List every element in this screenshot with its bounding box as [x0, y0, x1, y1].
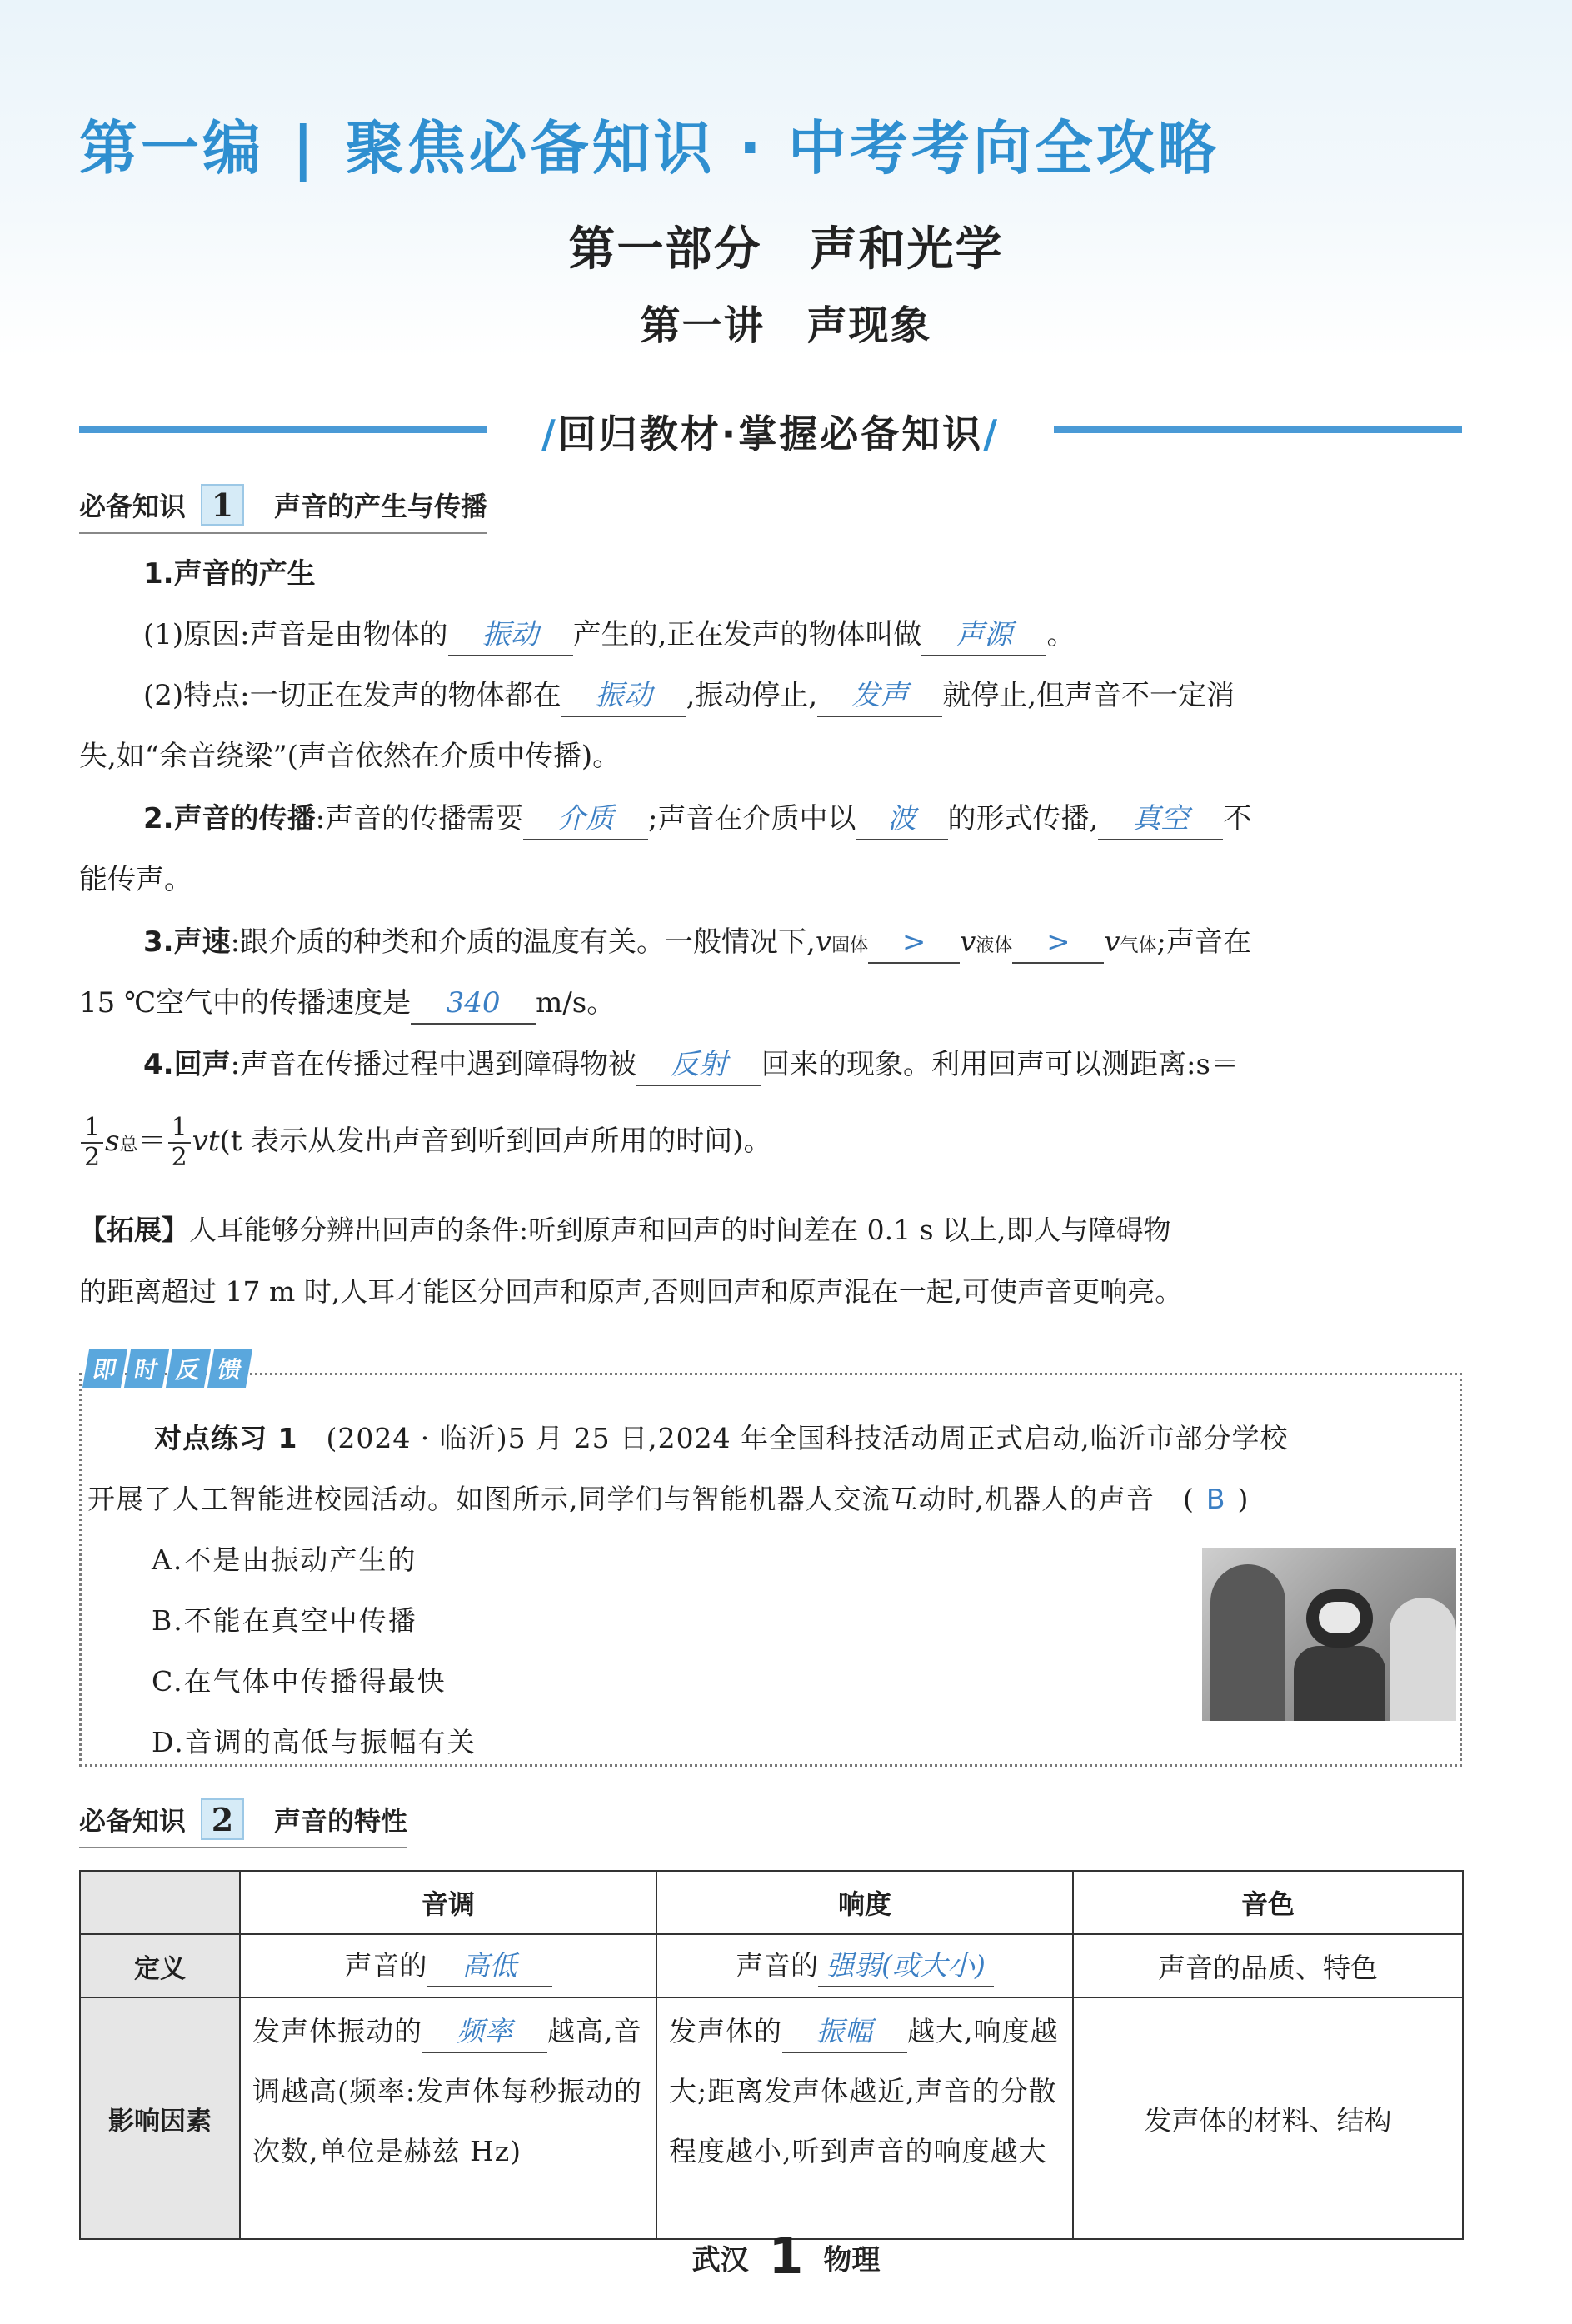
table-header-row — [80, 1871, 1463, 1934]
point-3 — [143, 911, 1466, 977]
section-heading-2 — [79, 1795, 407, 1848]
point-2-end: 不 — [1223, 802, 1252, 835]
point-4 — [143, 1034, 1466, 1095]
series-title-right: 聚焦必备知识 · 中考考向全攻略 — [345, 114, 1220, 182]
section-label: 必备知识 — [79, 491, 187, 522]
symbol-v-gas: v — [1104, 925, 1120, 959]
point-1a — [143, 604, 1466, 666]
point-1-title: 1.声音的产生 — [143, 557, 316, 591]
point-2-continued: 能传声。 — [79, 863, 192, 896]
section-number-badge: 2 — [201, 1798, 244, 1840]
point-4-lead: 4.回声 — [143, 1048, 231, 1081]
point-2-text: :声音的传播需要 — [315, 802, 524, 835]
symbol-v-solid: v — [815, 925, 832, 959]
blank-greater-1: > — [868, 922, 960, 964]
cell-pitch-factors — [240, 1997, 656, 2239]
equals-sign: ＝ — [137, 1125, 167, 1158]
point-1a-text: (1)原因:声音是由物体的 — [143, 618, 448, 651]
point-2 — [143, 788, 1466, 850]
question-line-1 — [154, 1408, 1454, 1469]
option-d: D.音调的高低与振幅有关 — [152, 1726, 477, 1758]
blank-reflection: 反射 — [636, 1045, 761, 1086]
point-4-end: 回来的现象。利用回声可以测距离:s＝ — [761, 1048, 1239, 1081]
subscript-gas: 气体 — [1120, 935, 1157, 956]
point-2-mid2: 的形式传播, — [947, 802, 1099, 835]
section-number-badge: 1 — [201, 484, 244, 526]
footer-subject: 物理 — [823, 2243, 881, 2277]
banner-line-right — [1054, 426, 1462, 433]
cell-text: 发声体振动的 — [252, 2015, 422, 2047]
feedback-tag-char: 馈 — [207, 1349, 252, 1388]
fraction-half-2: $\frac{1}{2}$ — [168, 1114, 191, 1172]
cell-text: 越高,音调越高(频率:发声体每秒振动的次数,单位是赫兹 Hz) — [252, 2015, 642, 2167]
feedback-tag-char: 即 — [82, 1349, 127, 1388]
symbol-v-liquid: v — [960, 925, 976, 959]
section-title: 声音的特性 — [274, 1805, 408, 1837]
point-3-cont-text: 15 ℃空气中的传播速度是 — [79, 986, 412, 1020]
photo-robot-body — [1294, 1646, 1385, 1721]
question-lead: 对点练习 1 — [154, 1422, 298, 1454]
question-answer: B — [1205, 1483, 1226, 1515]
subscript-total: 总 — [119, 1135, 138, 1155]
photo-child-right — [1390, 1598, 1456, 1721]
blank-vibrating: 振动 — [561, 676, 686, 717]
photo-child-left — [1210, 1564, 1285, 1721]
cell-pitch-definition — [240, 1934, 656, 1997]
table-row-factors — [80, 1997, 1463, 2239]
question-line-2 — [87, 1469, 1454, 1530]
blank-wave: 波 — [856, 799, 948, 840]
blank-strength: 强弱(或大小) — [818, 1946, 994, 1987]
subscript-solid: 固体 — [831, 935, 869, 956]
point-3-unit: m/s。 — [536, 986, 616, 1020]
blank-amplitude: 振幅 — [782, 2012, 907, 2053]
blank-medium: 介质 — [523, 799, 648, 840]
table-row-definition — [80, 1934, 1463, 1997]
table-corner — [80, 1871, 240, 1934]
expand-text-1: 人耳能够分辨出回声的条件:听到原声和回声的时间差在 0.1 s 以上,即人与障碍物 — [189, 1214, 1171, 1246]
blank-high-low: 高低 — [427, 1946, 552, 1987]
point-3-continued — [79, 972, 1466, 1034]
point-1a-mid: 产生的,正在发声的物体叫做 — [572, 618, 922, 651]
photo-robot-face — [1319, 1602, 1360, 1633]
question-text-2: 开展了人工智能进校园活动。如图所示,同学们与智能机器人交流互动时,机器人的声音 ( — [87, 1483, 1195, 1515]
question-close-paren: ) — [1237, 1483, 1250, 1515]
cell-text: 声音的 — [344, 1949, 427, 1982]
part-title: 第一部分 声和光学 — [568, 222, 1004, 277]
series-title-left: 第一编 — [79, 114, 264, 182]
footer-city: 武汉 — [691, 2243, 749, 2277]
point-1b-mid: ,振动停止, — [686, 679, 818, 712]
expand-note-line-2: 的距离超过 17 m 时,人耳才能区分回声和原声,否则回声和原声混在一起,可使声音更响亮。 — [79, 1275, 1183, 1308]
series-title — [79, 102, 1220, 186]
row-head-definition: 定义 — [80, 1934, 240, 1997]
point-1b-continued: 失,如“余音绕梁”(声音依然在介质中传播)。 — [79, 740, 621, 773]
cell-timbre-factors: 发声体的材料、结构 — [1073, 1997, 1463, 2239]
section-title: 声音的产生与传播 — [274, 491, 488, 522]
point-1b-text: (2)特点:一切正在发声的物体都在 — [143, 679, 561, 712]
lecture-title: 第一讲 声现象 — [640, 302, 932, 349]
section-label: 必备知识 — [79, 1805, 187, 1837]
option-b: B.不能在真空中传播 — [152, 1604, 417, 1637]
sound-properties-table — [79, 1870, 1464, 2240]
cell-text: 声音的 — [736, 1949, 819, 1982]
banner-line-left — [79, 426, 487, 433]
subscript-liquid: 液体 — [976, 935, 1013, 956]
fraction-half-1: $\frac{1}{2}$ — [81, 1114, 103, 1172]
expand-tag: 【拓展】 — [79, 1214, 189, 1246]
banner-heading-text: 回归教材·掌握必备知识 — [557, 411, 984, 456]
point-4-text: :声音在传播过程中遇到障碍物被 — [230, 1048, 637, 1081]
blank-vibration: 振动 — [448, 615, 573, 656]
cell-text: 越大,响度越大;距离发声体越近,声音的分散程度越小,听到声音的响度越大 — [669, 2015, 1059, 2167]
point-1b-end: 就停止,但声音不一定消 — [942, 679, 1235, 712]
point-2-lead: 2.声音的传播 — [143, 802, 316, 835]
symbol-vt: vt — [192, 1125, 220, 1158]
feedback-tag-char: 反 — [166, 1349, 211, 1388]
feedback-tag — [86, 1349, 249, 1388]
question-text-1: (2024 · 临沂)5 月 25 日,2024 年全国科技活动周正式启动,临沂市部分学校 — [326, 1422, 1289, 1454]
banner-slash-left-icon: / — [541, 411, 558, 456]
option-a: A.不是由振动产生的 — [152, 1544, 417, 1576]
section-heading-1 — [79, 481, 487, 534]
point-2-mid1: ;声音在介质中以 — [648, 802, 856, 835]
blank-greater-2: > — [1012, 922, 1104, 964]
blank-speed-340: 340 — [411, 983, 536, 1025]
blank-sound-source: 声源 — [921, 615, 1046, 656]
cell-timbre-definition: 声音的品质、特色 — [1073, 1934, 1463, 1997]
header-timbre: 音色 — [1073, 1871, 1463, 1934]
point-3-end: ;声音在 — [1156, 925, 1252, 959]
cell-text: 发声体的 — [669, 2015, 782, 2047]
header-loudness: 响度 — [656, 1871, 1073, 1934]
banner-heading — [487, 404, 1054, 459]
row-head-factors: 影响因素 — [80, 1997, 240, 2239]
cell-loudness-factors — [656, 1997, 1073, 2239]
point-3-lead: 3.声速 — [143, 925, 231, 959]
symbol-s: s — [105, 1125, 120, 1158]
header-pitch: 音调 — [240, 1871, 656, 1934]
point-1b — [143, 665, 1466, 726]
point-3-text: :跟介质的种类和介质的温度有关。一般情况下, — [230, 925, 816, 959]
page-number: 1 — [768, 2227, 804, 2286]
option-c: C.在气体中传播得最快 — [152, 1665, 447, 1698]
expand-note-line-1 — [79, 1199, 1466, 1261]
series-title-separator: | — [292, 114, 317, 182]
page-footer — [0, 2227, 1572, 2291]
banner-slash-right-icon: / — [983, 411, 1001, 456]
point-1a-end: 。 — [1046, 618, 1075, 651]
blank-frequency: 频率 — [422, 2012, 547, 2053]
blank-vacuum: 真空 — [1098, 799, 1223, 840]
blank-sounding: 发声 — [817, 676, 942, 717]
feedback-tag-char: 时 — [124, 1349, 169, 1388]
cell-loudness-definition — [656, 1934, 1073, 1997]
point-4-note: (t 表示从发出声音到听到回声所用的时间)。 — [219, 1125, 772, 1158]
robot-photo — [1202, 1548, 1456, 1721]
point-4-formula — [79, 1108, 1466, 1179]
